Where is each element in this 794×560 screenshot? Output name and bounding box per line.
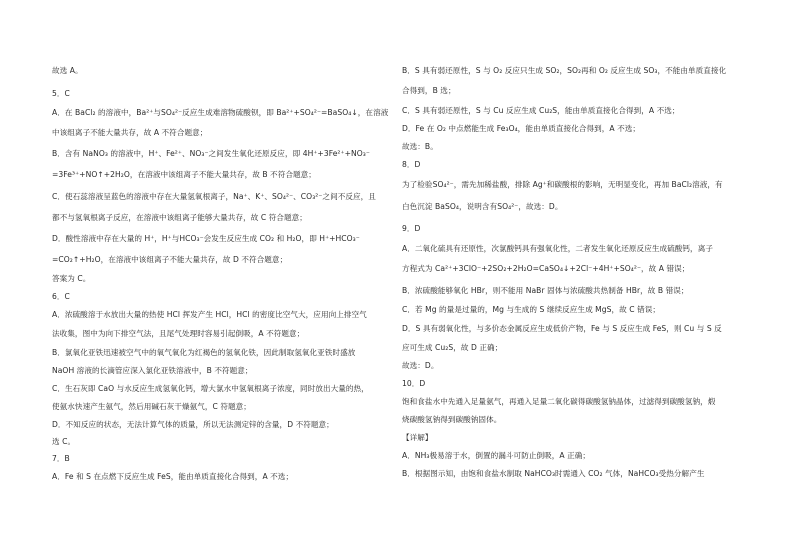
text-line: 故选 A。 [52, 66, 83, 75]
text-line: A．Fe 和 S 在点燃下反应生成 FeS，能由单质直接化合得到，A 不选； [52, 472, 294, 481]
text-line: B．浓硫酸能够氧化 HBr，则不能用 NaBr 固体与浓硫酸共热制备 HBr，故 B 错误； [402, 286, 689, 295]
text-line: D．酸性溶液中存在大量的 H⁺，H⁺与HCO₃⁻会发生反应生成 CO₂ 和 H₂O，即 H⁺+HCO₃⁻ [52, 234, 360, 243]
text-line: 中该组离子不能大量共存，故 A 不符合题意； [52, 128, 208, 137]
text-line: 使氨水快速产生氨气，然后用碱石灰干燥氨气，C 符题意； [52, 402, 251, 411]
text-line: 都不与氢氧根离子反应，在溶液中该组离子能够大量共存，故 C 符合题意； [52, 213, 307, 222]
text-line: B．含有 NaNO₃ 的溶液中，H⁺、Fe²⁺、NO₃⁻之间发生氧化还原反应，即 4H⁺+3Fe²⁺+NO₃⁻ [52, 149, 370, 158]
text-line: 9．D [402, 224, 421, 233]
text-line: 选 C。 [52, 437, 76, 446]
text-line: C．S 具有弱还原性，S 与 Cu 反应生成 Cu₂S，能由单质直接化合得到，A 不选； [402, 106, 680, 115]
text-line: 【详解】 [402, 433, 433, 442]
text-line: D．不知反应的状态，无法计算气体的质量，所以无法测定锌的含量，D 不符题意； [52, 420, 334, 429]
text-line: 白色沉淀 BaSO₄，说明含有SO₄²⁻，故选：D。 [402, 202, 563, 211]
text-line: C．使石蕊溶液呈蓝色的溶液中存在大量氢氧根离子，Na⁺、K⁺、SO₄²⁻、CO₃²⁻之间不反应，且 [52, 192, 376, 201]
text-line: A．NH₃极易溶于水，倒置的漏斗可防止倒吸，A 正确； [402, 451, 591, 460]
text-line: 6．C [52, 292, 70, 301]
text-line: 合得到，B 选； [402, 86, 456, 95]
text-line: A．二氧化硫具有还原性，次氯酸钙具有强氧化性，二者发生氧化还原反应生成硫酸钙，离子 [402, 244, 713, 253]
text-line: B．S 具有弱还原性，S 与 O₂ 反应只生成 SO₂，SO₂再和 O₂ 反应生成 SO₃，不能由单质直接化 [402, 66, 727, 75]
text-line: 10．D [402, 379, 426, 388]
text-line: C．若 Mg 的量是过量的，Mg 与生成的 S 继续反应生成 MgS，故 C 错误； [402, 305, 661, 314]
text-line: C．生石灰即 CaO 与水反应生成氢氧化钙，增大氯水中氢氧根离子浓度，同时放出大量的热， [52, 384, 369, 393]
text-line: =3Fe³⁺+NO↑+2H₂O，在溶液中该组离子不能大量共存，故 B 不符合题意； [52, 170, 316, 179]
text-line: 5．C [52, 89, 70, 98]
text-line: D．S 具有弱氧化性，与多价态金属反应生成低价产物，Fe 与 S 反应生成 FeS，则 Cu 与 S 反 [402, 324, 722, 333]
text-line: 故选：B。 [402, 142, 438, 151]
text-line: 答案为 C。 [52, 274, 91, 283]
text-line: 应可生成 Cu₂S，故 D 正确； [402, 343, 503, 352]
text-line: 为了检验SO₄²⁻，需先加稀盐酸，排除 Ag⁺和碳酸根的影响，无明显变化，再加 BaCl₂溶液，有 [402, 180, 723, 189]
text-line: B．氯氧化亚铁迅速被空气中的氧气氧化为红褐色的氢氧化铁，因此制取氢氧化亚铁时盛放 [52, 348, 356, 357]
text-line: D．Fe 在 O₂ 中点燃能生成 Fe₃O₄，能由单质直接化合得到，A 不选； [402, 124, 641, 133]
text-line: 饱和食盐水中先通入足量氨气，再通入足量二氧化碳得碳酸氢钠晶体，过滤得到碳酸氢钠，煅 [402, 397, 716, 406]
text-line: 故选：D。 [402, 361, 439, 370]
text-line: A．在 BaCl₂ 的溶液中，Ba²⁺与SO₄²⁻反应生成难溶物硫酸钡，即 Ba²⁺+SO₄²⁻=BaSO₄↓，在溶液 [52, 108, 389, 117]
text-line: =CO₂↑+H₂O，在溶液中该组离子不能大量共存，故 D 不符合题意； [52, 255, 288, 264]
text-line: A．浓硫酸溶于水放出大量的热使 HCl 挥发产生 HCl，HCl 的密度比空气大，应用向上排空气 [52, 310, 367, 319]
text-line: 法收集，图中为向下排空气法，且尾气处理时容易引起倒吸，A 不符题意； [52, 329, 305, 338]
text-line: NaOH 溶液的长滴管应深入氯化亚铁溶液中，B 不符题意； [52, 366, 253, 375]
text-line: 方程式为 Ca²⁺+3ClO⁻+2SO₂+2H₂O=CaSO₄↓+2Cl⁻+4H⁺+SO₄²⁻，故 A 错误； [402, 264, 690, 273]
text-line: 烧碳酸氢钠得到碳酸钠固体。 [402, 415, 502, 424]
text-line: 8．D [402, 160, 421, 169]
text-line: 7．B [52, 454, 70, 463]
text-line: B．根据图示知，由饱和食盐水制取 NaHCO₃时需通入 CO₂ 气体，NaHCO₃受热分解产生 [402, 469, 705, 478]
